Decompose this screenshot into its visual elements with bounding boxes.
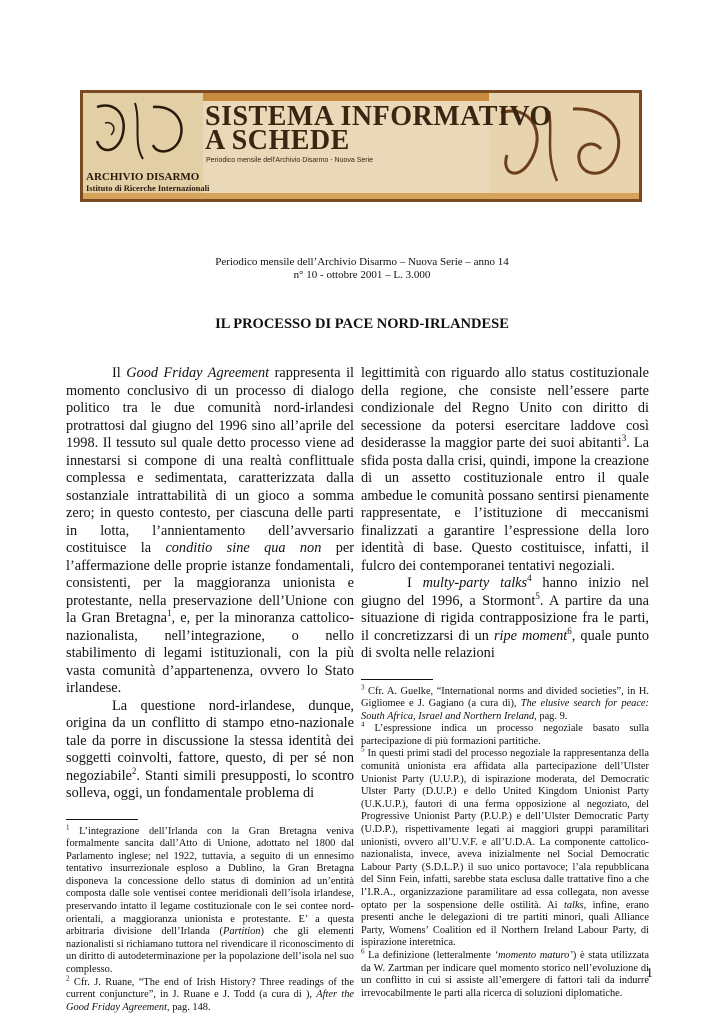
banner-title-line2: A SCHEDE (205, 125, 350, 156)
footnote-4: $^4$ L’espressione indica un processo negoziale basato sulla partecipazione di più formazioni partitiche. (361, 720, 649, 747)
footnote-3: $^3$ Cfr. A. Guelke, “International norms and divided societies”, in H. Gigliomee e J. Gagiano (a cura di), The elusive search for peace: South Africa, Israel and Northern Ireland, pag. 9. (361, 683, 650, 722)
footnote-6: $^6$ La definizione (letteralmente ‘momento maturo’) è stata utilizzata da W. Zartman per indicare quel momento storico nell’evoluzione di un conflitto in cui si assiste all’emergere di fattori tali da indurre irrevocabilmente le parti alla ricerca di soluzioni diplomatiche. (361, 947, 650, 999)
left-paragraph-1: Il Good Friday Agreement rappresenta il momento conclusivo di un processo di dialogo politico tra le due comunità nord-irlandesi protrattosi dal giugno del 1996 sino all’aprile del 1998. Il tessuto sul quale detto processo viene ad innestarsi si compone di una realtà conflittuale complessa e sedimentata, caratterizzata dalla sostanziale intrattabilità di un gioco a somma zero; in questo contesto, per ciascuna delle parti in lotta, l’annientamento dell’avversario costituisce la conditio sine qua non per l’affermazione delle proprie istanze fondamentali, consistenti, per la maggioranza unionista e protestante, nella preservazione dell’Unione con la Gran Bretagna$^1$, e, per la minoranza cattolico-nazionalista, nell’integrazione, o nello stabilimento di legami istituzionali, con la più vasta comunità d’appartenenza, ovvero lo Stato irlandese. (66, 365, 355, 696)
right-paragraph-2: I multy-party talks$^4$ hanno inizio nel giugno del 1996, a Stormont$^5$. A partire da una situazione di rigida contrapposizione fra le parti, il concretizzarsi di un ripe moment$^6$, quale punto di svolta nelle relazioni (361, 573, 650, 661)
right-paragraph-1: legittimità con riguardo allo status costituzionale della regione, che consiste nell’essere parte condizionale del Regno Unito con diritto di secessione da potersi esercitare laddove così desiderasse la maggior parte dei suoi abitanti$^3$. La sfida posta dalla crisi, quindi, impone la creazione di un assetto costituzionale entro il quale ambedue le comunità possano sentirsi pienamente rappresentate, e l’istituzione di meccanismi finalizzati a garantire l’espressione della loro identità di base. Questo costituisce, infatti, il fulcro dei contemporanei tentativi negoziali. (361, 365, 650, 574)
article-title: IL PROCESSO DI PACE NORD-IRLANDESE (215, 316, 509, 332)
footnote-ref-5[interactable]: 5 (535, 590, 540, 601)
banner-title-line1: SISTEMA INFORMATIVO (205, 101, 552, 132)
footnote-ref-3[interactable]: 3 (621, 433, 627, 444)
left-column (66, 365, 354, 1014)
footnote-5: $^5$ In questi primi stadi del processo negoziale la rappresentanza della comunità unionista era affidata alla partecipazione dell’Ulster Unionist Party (U.U.P.), di ispirazione moderata, del Democratic Ulster Party (D.U.P.) e dello United Kingdom Unionist Party (U.K.U.P.), fautori di una ferma opposizione al negoziato, del Progressive Unionist Party (P.U.P.) e dell’Ulster Democratic Party (U.D.P.), rispettivamente legati ai maggiori gruppi paramilitari unionisti, ovvero all’U.V.F. e all’U.D.A. La componente cattolico-nazionalista, invece, aveva inizialmente nel Social Democratic Labour Party (S.D.L.P.) il suo unico portavoce; l’ala repubblicana del Sinn Fein, infatti, sarebbe stata esclusa dalle trattative fino a che l’I.R.A., organizzazione paramilitare ad essa collegata, non avesse optato per la sospensione delle ostilità. Ai talks, infine, erano presenti anche le delegazioni di tre partiti minori, quali Alliance Party, Womens’ Coalition ed il Northern Ireland Labour Party, di ispirazione interetnica. (361, 746, 649, 949)
page-number: 1 (646, 966, 653, 981)
banner-org-subtitle: Istituto di Ricerche Internazionali (86, 183, 210, 193)
footnote-1: $^1$ L’integrazione dell’Irlanda con la Gran Bretagna veniva formalmente sancita dall’Atto di Unione, adottato nel 1800 dal Parlamento inglese; nel 1922, tuttavia, a seguito di un ennesimo tentativo insurrezionale esploso a Dublino, la Gran Bretagna disponeva la concessione dello status di dominion ad un’entità composta dalle sole ventisei contee meridionali dell’isola irlandese, preservando intatto il legame costituzionale con le sei contee nord-orientali, a maggioranza unionista e protestante. E’ a questa arbitraria divisione dell’Irlanda (Partition) che gli elementi nazionalisti si richiamano tuttora nel rivendicare il riconoscimento di un diritto di autodeterminazione per la popolazione dell’isola nel suo complesso. (66, 823, 354, 976)
footnote-ref-2[interactable]: 2 (131, 765, 137, 776)
footnote-divider (66, 819, 138, 820)
logo-emblem-icon (83, 93, 203, 171)
footnote-2: $^2$ Cfr. J. Ruane, “The end of Irish History? Three readings of the current conjuncture”, in J. Ruane e J. Todd (a cura di ), After the Good Friday Agreement, pag. 148. (66, 974, 354, 1013)
left-paragraph-2: La questione nord-irlandese, dunque, origina da un conflitto di stampo etno-nazionale tale da porre in discussione la stessa identità dei soggetti coinvolti, fattore, questo, di per sé non negoziabile$^2$. Stanti simili presupposti, lo scontro solleva, oggi, un fondamentale problema di (66, 697, 354, 801)
footnote-ref-6[interactable]: 6 (567, 625, 572, 636)
publication-line1: Periodico mensile dell’Archivio Disarmo – Nuova Serie – anno 14 (215, 256, 509, 268)
footnote-ref-1[interactable]: 1 (166, 608, 172, 619)
banner-subtitle: Periodico mensile dell'Archivio Disarmo - Nuova Serie (206, 157, 374, 164)
publication-line2: n° 10 - ottobre 2001 – L. 3.000 (293, 269, 431, 281)
banner-org-name: ARCHIVIO DISARMO (86, 171, 200, 183)
banner-bottom-strip (83, 193, 639, 199)
right-column (361, 365, 649, 1000)
header-banner (80, 90, 642, 202)
footnote-divider (361, 679, 433, 680)
footnote-ref-4[interactable]: 4 (527, 573, 532, 584)
